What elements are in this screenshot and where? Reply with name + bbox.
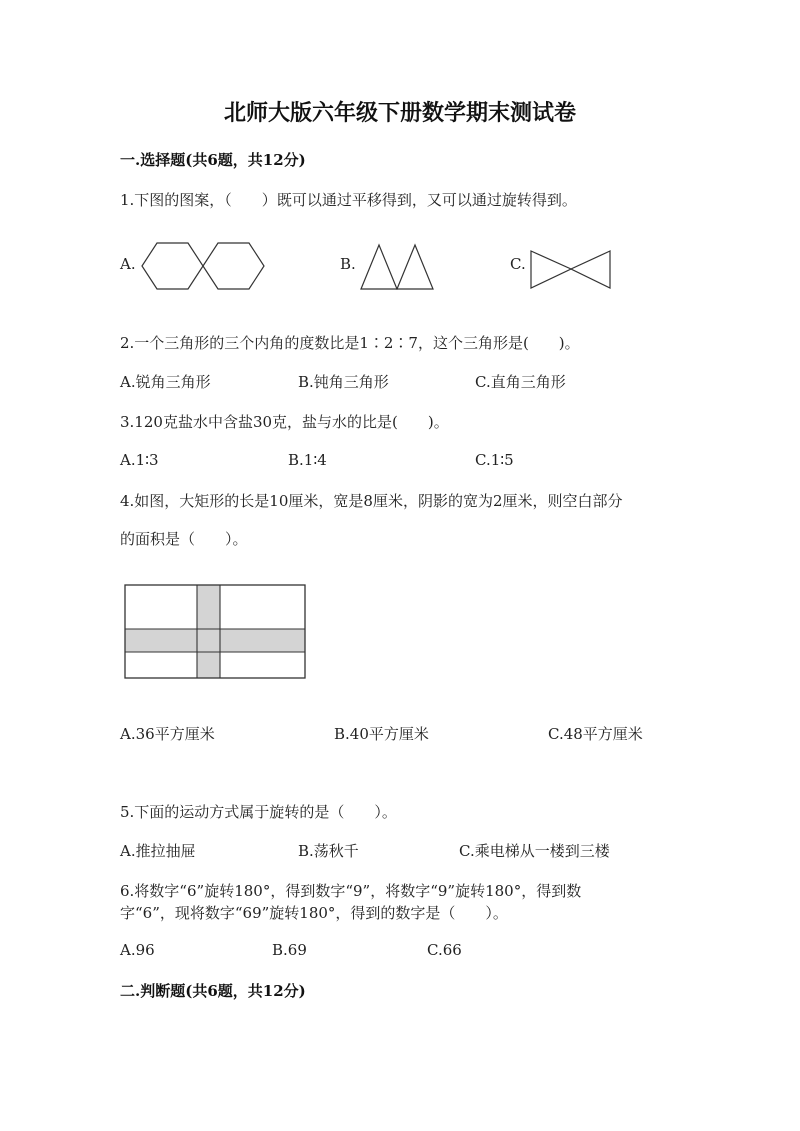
q6-option-b: B.69 (272, 941, 307, 959)
q4-option-b: B.40平方厘米 (334, 725, 429, 743)
q2-option-c: C.直角三角形 (475, 373, 566, 391)
q2-option-b: B.钝角三角形 (298, 373, 389, 391)
q4-option-a: A.36平方厘米 (120, 725, 215, 743)
question-2-stem: 2.一个三角形的三个内角的度数比是1∶2∶7，这个三角形是( )。 (120, 334, 580, 352)
question-6-stem-line2: 字“6”，现将数字“69”旋转180°，得到的数字是（ ）。 (120, 904, 508, 922)
q3-option-a: A.1∶3 (120, 451, 159, 469)
q5-option-b: B.荡秋千 (298, 842, 359, 860)
q3-option-b: B.1∶4 (288, 451, 327, 469)
q6-option-c: C.66 (427, 941, 462, 959)
question-5-stem: 5.下面的运动方式属于旋转的是（ ）。 (120, 803, 397, 821)
q2-option-a: A.锐角三角形 (120, 373, 211, 391)
question-4-stem-line1: 4.如图，大矩形的长是10厘米，宽是8厘米，阴影的宽为2厘米，则空白部分 (120, 492, 623, 510)
q6-option-a: A.96 (120, 941, 155, 959)
q1-figure-c-label: C. (510, 255, 526, 273)
q4-rectangle-figure (124, 584, 308, 680)
question-1-stem: 1.下图的图案，（ ）既可以通过平移得到，又可以通过旋转得到。 (120, 191, 577, 209)
question-4-stem-line2: 的面积是（ ）。 (120, 530, 248, 548)
q1-figure-b-triangles (360, 244, 440, 292)
question-3-stem: 3.120克盐水中含盐30克，盐与水的比是( )。 (120, 413, 449, 431)
q1-figure-c-bowtie (530, 250, 615, 292)
q1-figure-a-hexagons (140, 242, 270, 292)
q1-figure-a-label: A. (120, 255, 136, 273)
question-6-stem-line1: 6.将数字“6”旋转180°，得到数字“9”，将数字“9”旋转180°，得到数 (120, 882, 582, 900)
q1-figure-b-label: B. (340, 255, 356, 273)
q3-option-c: C.1∶5 (475, 451, 514, 469)
section-2-heading: 二.判断题(共6题，共12分) (120, 982, 306, 1000)
q5-option-a: A.推拉抽屉 (120, 842, 196, 860)
section-1-heading: 一.选择题(共6题，共12分) (120, 151, 306, 169)
q4-option-c: C.48平方厘米 (548, 725, 643, 743)
q5-option-c: C.乘电梯从一楼到三楼 (459, 842, 610, 860)
page-title: 北师大版六年级下册数学期末测试卷 (223, 100, 576, 126)
